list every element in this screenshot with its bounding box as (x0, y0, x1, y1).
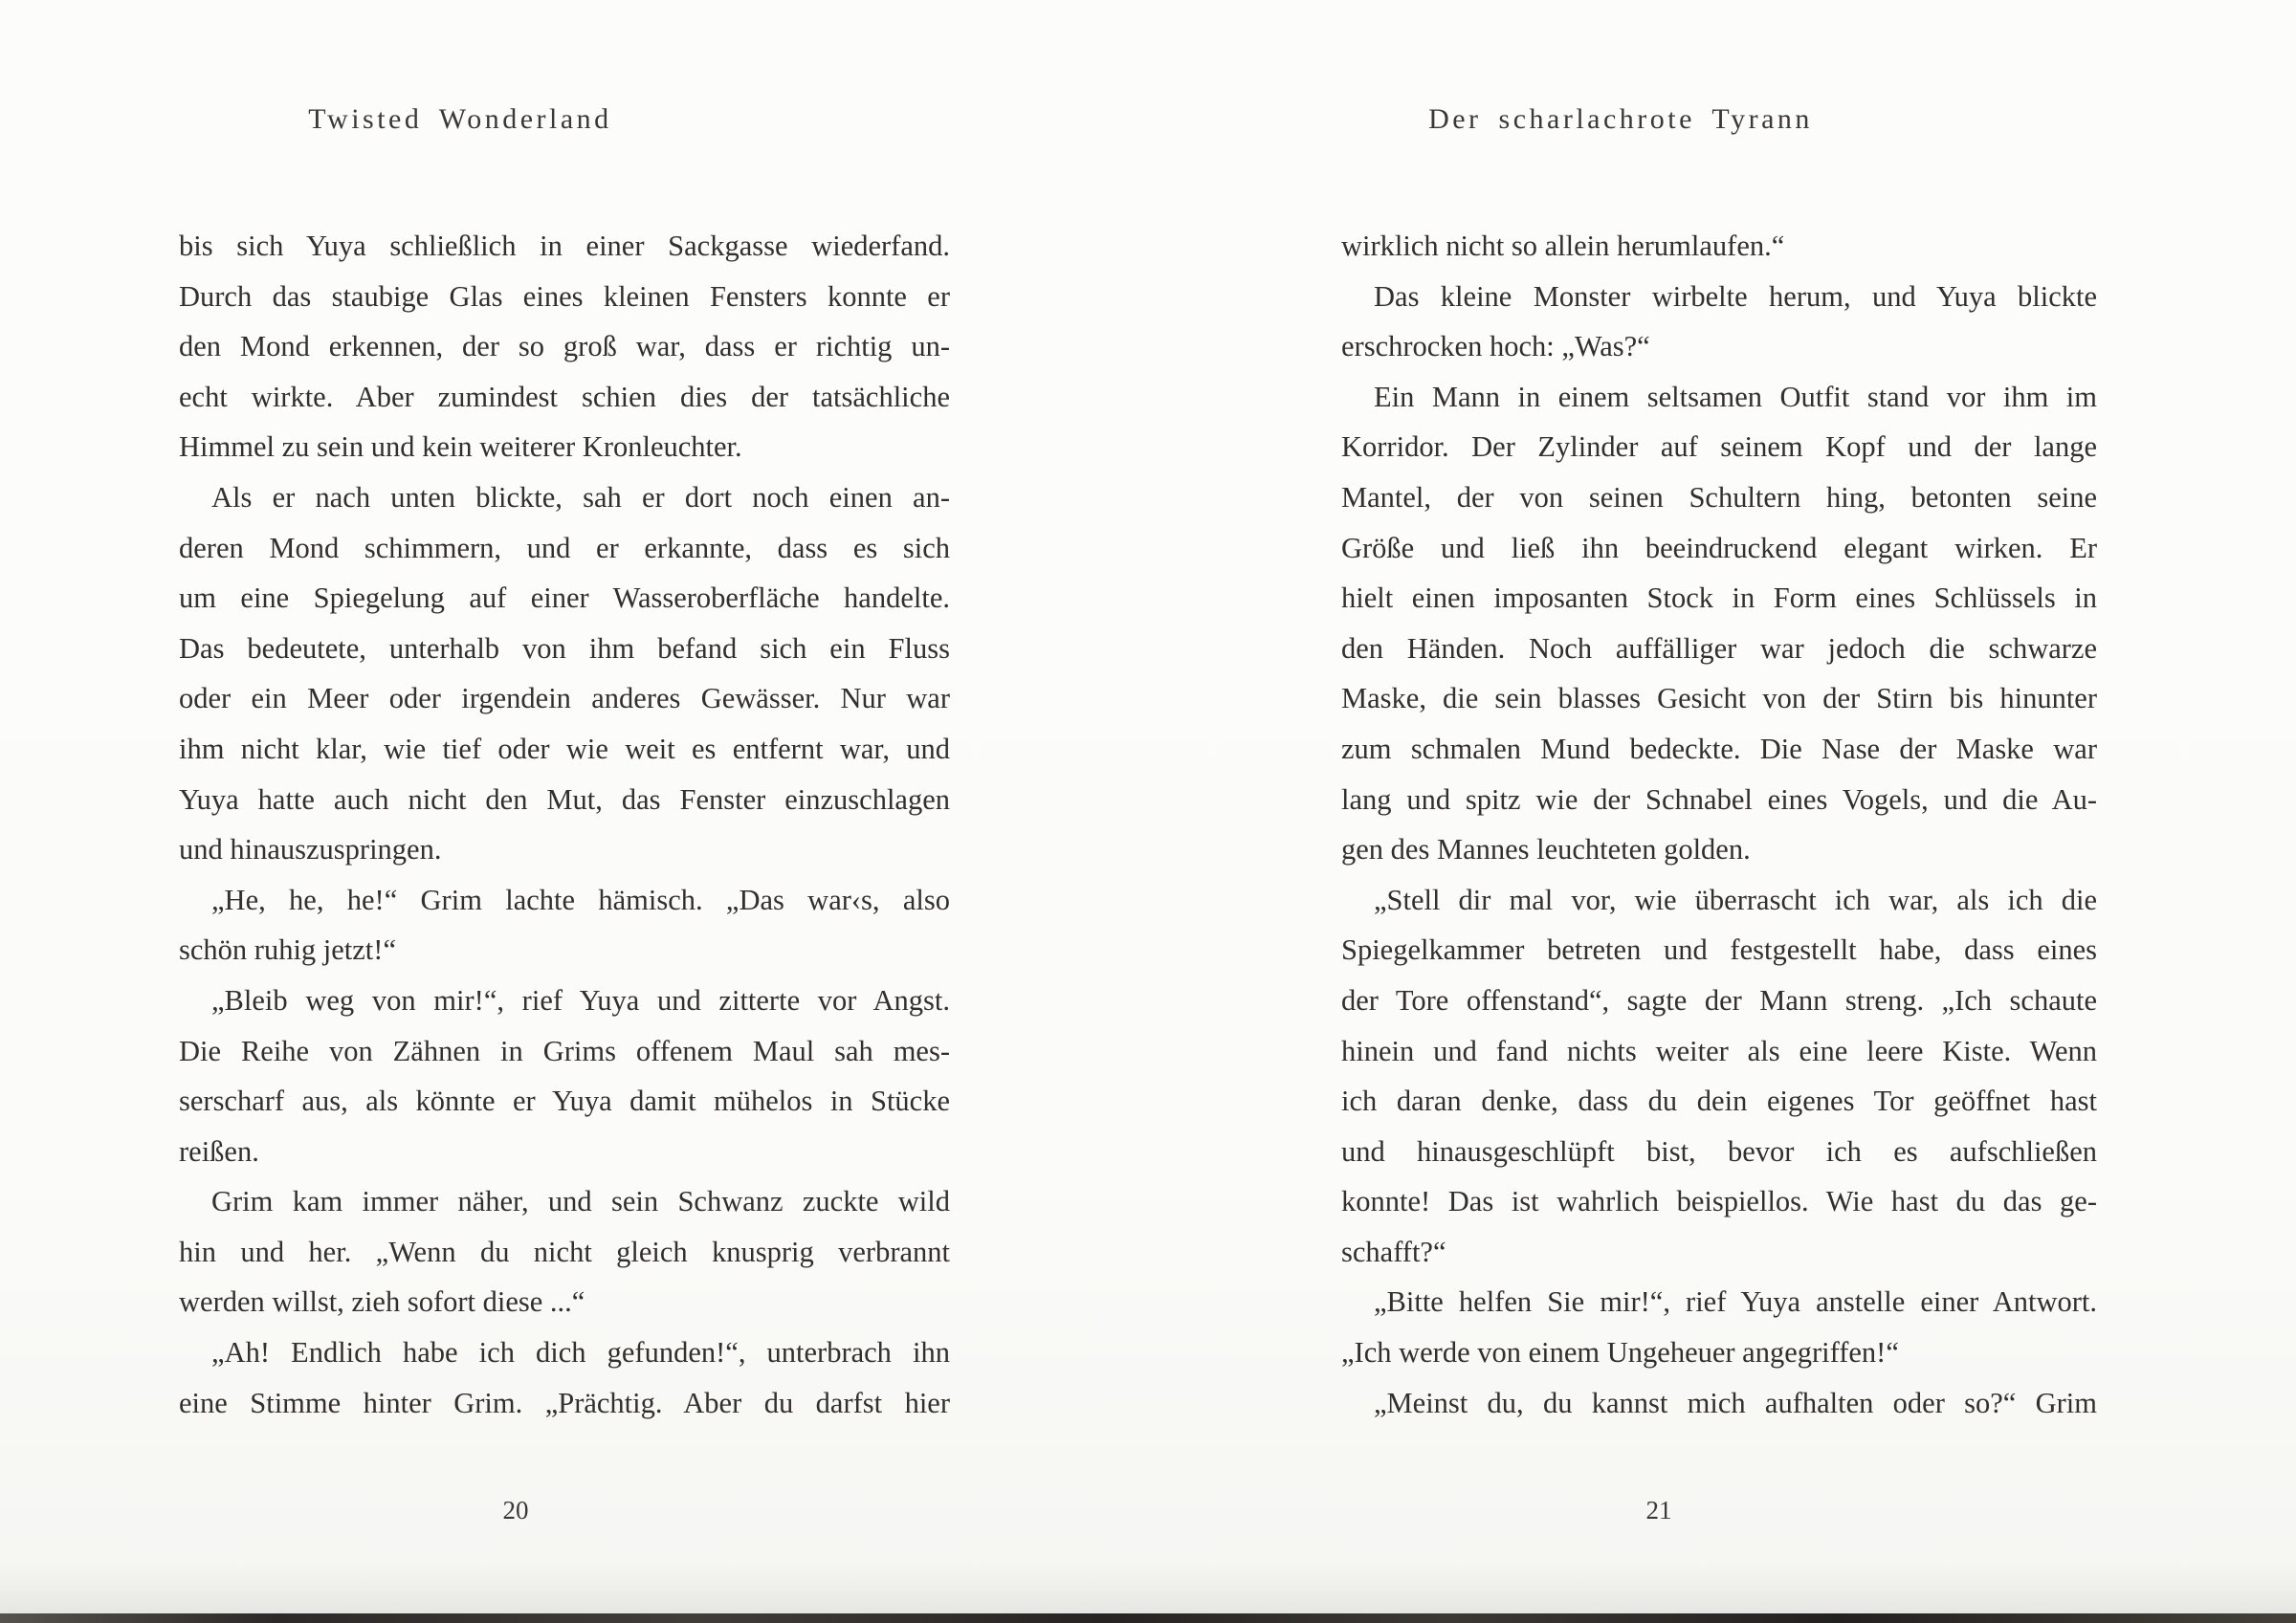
body-text-right (1341, 221, 2097, 1428)
body-line: Durch das staubige Glas eines kleinen Fensters konnte er (179, 279, 950, 313)
body-line: „Meinst du, du kannst mich aufhalten oder so?“ Grim (1374, 1386, 2097, 1419)
body-line: und hinauszuspringen. (179, 833, 442, 866)
body-line: Als er nach unten blickte, sah er dort noch einen an- (211, 480, 950, 514)
page-bottom-edge (0, 1613, 2296, 1623)
body-line: hin und her. „Wenn du nicht gleich knusprig verbrannt (179, 1235, 950, 1268)
body-line: Das bedeutete, unterhalb von ihm befand sich ein Fluss (179, 631, 950, 665)
body-line: konnte! Das ist wahrlich beispiellos. Wie hast du das ge- (1341, 1185, 2097, 1218)
body-line: erschrocken hoch: „Was?“ (1341, 330, 1650, 363)
body-line: Spiegelkammer betreten und festgestellt habe, dass eines (1341, 933, 2097, 967)
body-line: den Händen. Noch auffälliger war jedoch die schwarze (1341, 631, 2097, 665)
body-line: zum schmalen Mund bedeckte. Die Nase der Maske war (1341, 732, 2097, 765)
body-line: eine Stimme hinter Grim. „Prächtig. Aber du darfst hier (179, 1386, 950, 1419)
body-line: Himmel zu sein und kein weiterer Kronleuchter. (179, 430, 742, 464)
body-line: Ein Mann in einem seltsamen Outfit stand vor ihm im (1374, 380, 2097, 413)
body-line: Mantel, der von seinen Schultern hing, betonten seine (1341, 480, 2097, 514)
body-line: den Mond erkennen, der so groß war, dass er richtig un- (179, 330, 950, 363)
body-line: „Stell dir mal vor, wie überrascht ich war, als ich die (1374, 883, 2097, 916)
page-number-left: 20 (502, 1496, 529, 1524)
body-line: hielt einen imposanten Stock in Form eines Schlüssels in (1341, 581, 2097, 615)
body-line: gen des Mannes leuchteten golden. (1341, 833, 1751, 866)
body-line: der Tore offenstand“, sagte der Mann streng. „Ich schaute (1341, 983, 2097, 1017)
body-line: serscharf aus, als könnte er Yuya damit mühelos in Stücke (179, 1085, 950, 1118)
body-line: schön ruhig jetzt!“ (179, 933, 396, 967)
body-line: „Ich werde von einem Ungeheuer angegriffen!“ (1341, 1336, 1899, 1370)
body-line: reißen. (179, 1134, 259, 1168)
body-line: Grim kam immer näher, und sein Schwanz zuckte wild (211, 1185, 950, 1218)
body-line: Maske, die sein blasses Gesicht von der Stirn bis hinunter (1341, 682, 2097, 715)
body-line: Das kleine Monster wirbelte herum, und Yuya blickte (1374, 279, 2097, 313)
body-line: „Bleib weg von mir!“, rief Yuya und zitterte vor Angst. (211, 983, 950, 1017)
body-line: echt wirkte. Aber zumindest schien dies der tatsächliche (179, 380, 950, 413)
body-line: schafft?“ (1341, 1235, 1446, 1268)
body-line: Die Reihe von Zähnen in Grims offenem Maul sah mes- (179, 1034, 950, 1067)
page-number-right: 21 (1645, 1496, 1672, 1524)
body-line: deren Mond schimmern, und er erkannte, dass es sich (179, 531, 950, 564)
body-line: Größe und ließ ihn beeindruckend elegant wirken. Er (1341, 531, 2097, 564)
body-line: „Bitte helfen Sie mir!“, rief Yuya anstelle einer Antwort. (1374, 1285, 2097, 1319)
body-line: und hinausgeschlüpft bist, bevor ich es aufschließen (1341, 1134, 2097, 1168)
body-line: Korridor. Der Zylinder auf seinem Kopf und der lange (1341, 430, 2097, 464)
body-line: lang und spitz wie der Schnabel eines Vogels, und die Au- (1341, 782, 2097, 816)
body-line: Yuya hatte auch nicht den Mut, das Fenster einzuschlagen (179, 782, 950, 816)
body-line: um eine Spiegelung auf einer Wasseroberfläche handelte. (179, 581, 950, 615)
running-head-right: Der scharlachrote Tyrann (1428, 103, 1813, 135)
body-line: werden willst, zieh sofort diese ...“ (179, 1285, 585, 1319)
body-text-left (179, 221, 950, 1428)
running-head-left: Twisted Wonderland (308, 103, 612, 135)
body-line: wirklich nicht so allein herumlaufen.“ (1341, 230, 1785, 262)
page-right (1148, 0, 2296, 1623)
body-line: bis sich Yuya schließlich in einer Sackgasse wiederfand. (179, 230, 950, 262)
body-line: „Ah! Endlich habe ich dich gefunden!“, unterbrach ihn (211, 1336, 950, 1370)
body-line: hinein und fand nichts weiter als eine leere Kiste. Wenn (1341, 1034, 2097, 1067)
body-line: ich daran denke, dass du dein eigenes Tor geöffnet hast (1341, 1085, 2097, 1118)
body-line: „He, he, he!“ Grim lachte hämisch. „Das war‹s, also (211, 883, 950, 916)
body-line: oder ein Meer oder irgendein anderes Gewässer. Nur war (179, 682, 950, 715)
body-line: ihm nicht klar, wie tief oder wie weit es entfernt war, und (179, 732, 950, 765)
